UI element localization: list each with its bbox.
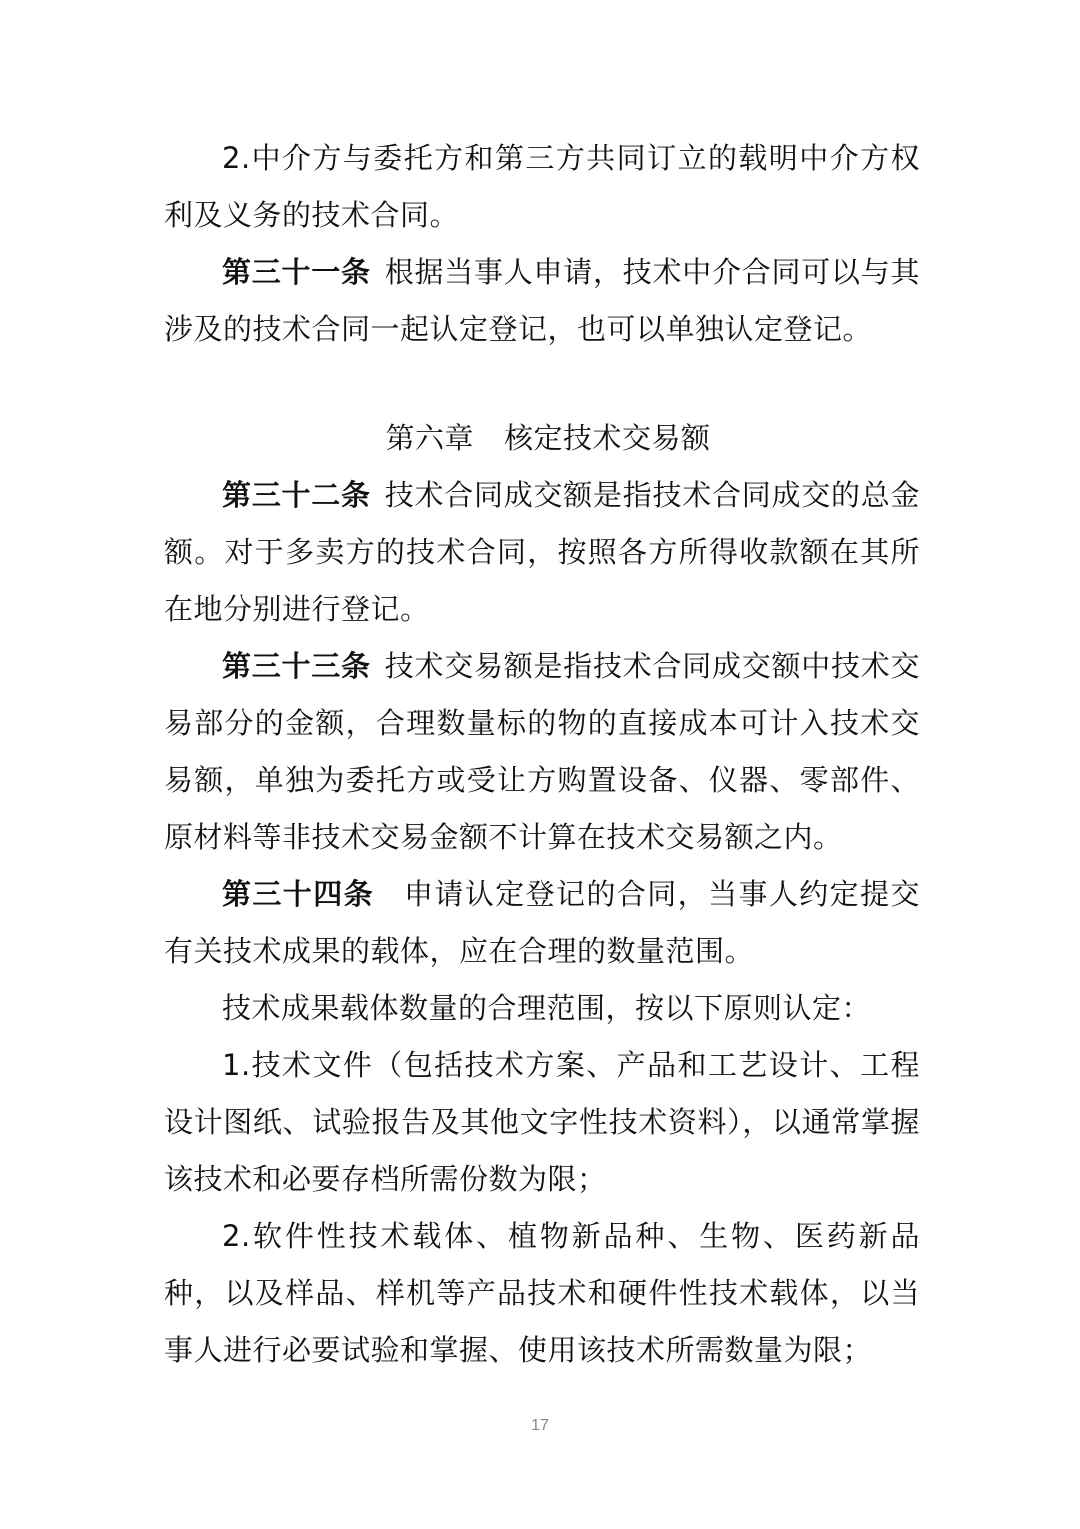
article-31	[164, 244, 920, 358]
chapter-number: 第六章	[385, 421, 474, 455]
chapter-title: 核定技术交易额	[504, 421, 711, 455]
article-32-text: 技术合同成交额是指技术合同成交的总金额。对于多卖方的技术合同，按照各方所得收款额在其所在地分别进行登记。	[164, 478, 920, 626]
paragraph-text: 技术成果载体数量的合理范围，按以下原则认定：	[222, 991, 872, 1025]
article-34-heading: 第三十四条	[222, 877, 375, 911]
article-31-text: 根据当事人申请，技术中介合同可以与其涉及的技术合同一起认定登记，也可以单独认定登记。	[164, 255, 920, 346]
article-32-heading: 第三十二条	[222, 478, 371, 512]
list-item-1	[164, 1037, 920, 1208]
list-item-text: 1.技术文件（包括技术方案、产品和工艺设计、工程设计图纸、试验报告及其他文字性技术资料），以通常掌握该技术和必要存档所需份数为限；	[164, 1048, 920, 1196]
article-33-text: 技术交易额是指技术合同成交额中技术交易部分的金额，合理数量标的物的直接成本可计入技术交易额，单独为委托方或受让方购置设备、仪器、零部件、原材料等非技术交易金额不计算在技术交易额之内。	[164, 649, 920, 854]
list-item-text: 2.软件性技术载体、植物新品种、生物、医药新品种，以及样品、样机等产品技术和硬件性技术载体，以当事人进行必要试验和掌握、使用该技术所需数量为限；	[164, 1219, 920, 1367]
chapter-heading	[164, 410, 920, 467]
paragraph-item-2-intermediary	[164, 130, 920, 244]
article-32	[164, 467, 920, 638]
article-33	[164, 638, 920, 866]
article-34-text: 申请认定登记的合同，当事人约定提交有关技术成果的载体，应在合理的数量范围。	[164, 877, 920, 968]
article-33-heading: 第三十三条	[222, 649, 371, 683]
document-body	[164, 130, 920, 1379]
article-34	[164, 866, 920, 980]
paragraph-text: 2.中介方与委托方和第三方共同订立的载明中介方权利及义务的技术合同。	[164, 141, 920, 232]
paragraph-principle	[164, 980, 920, 1037]
list-item-2	[164, 1208, 920, 1379]
page-number: 17	[531, 1417, 549, 1434]
article-31-heading: 第三十一条	[222, 255, 371, 289]
